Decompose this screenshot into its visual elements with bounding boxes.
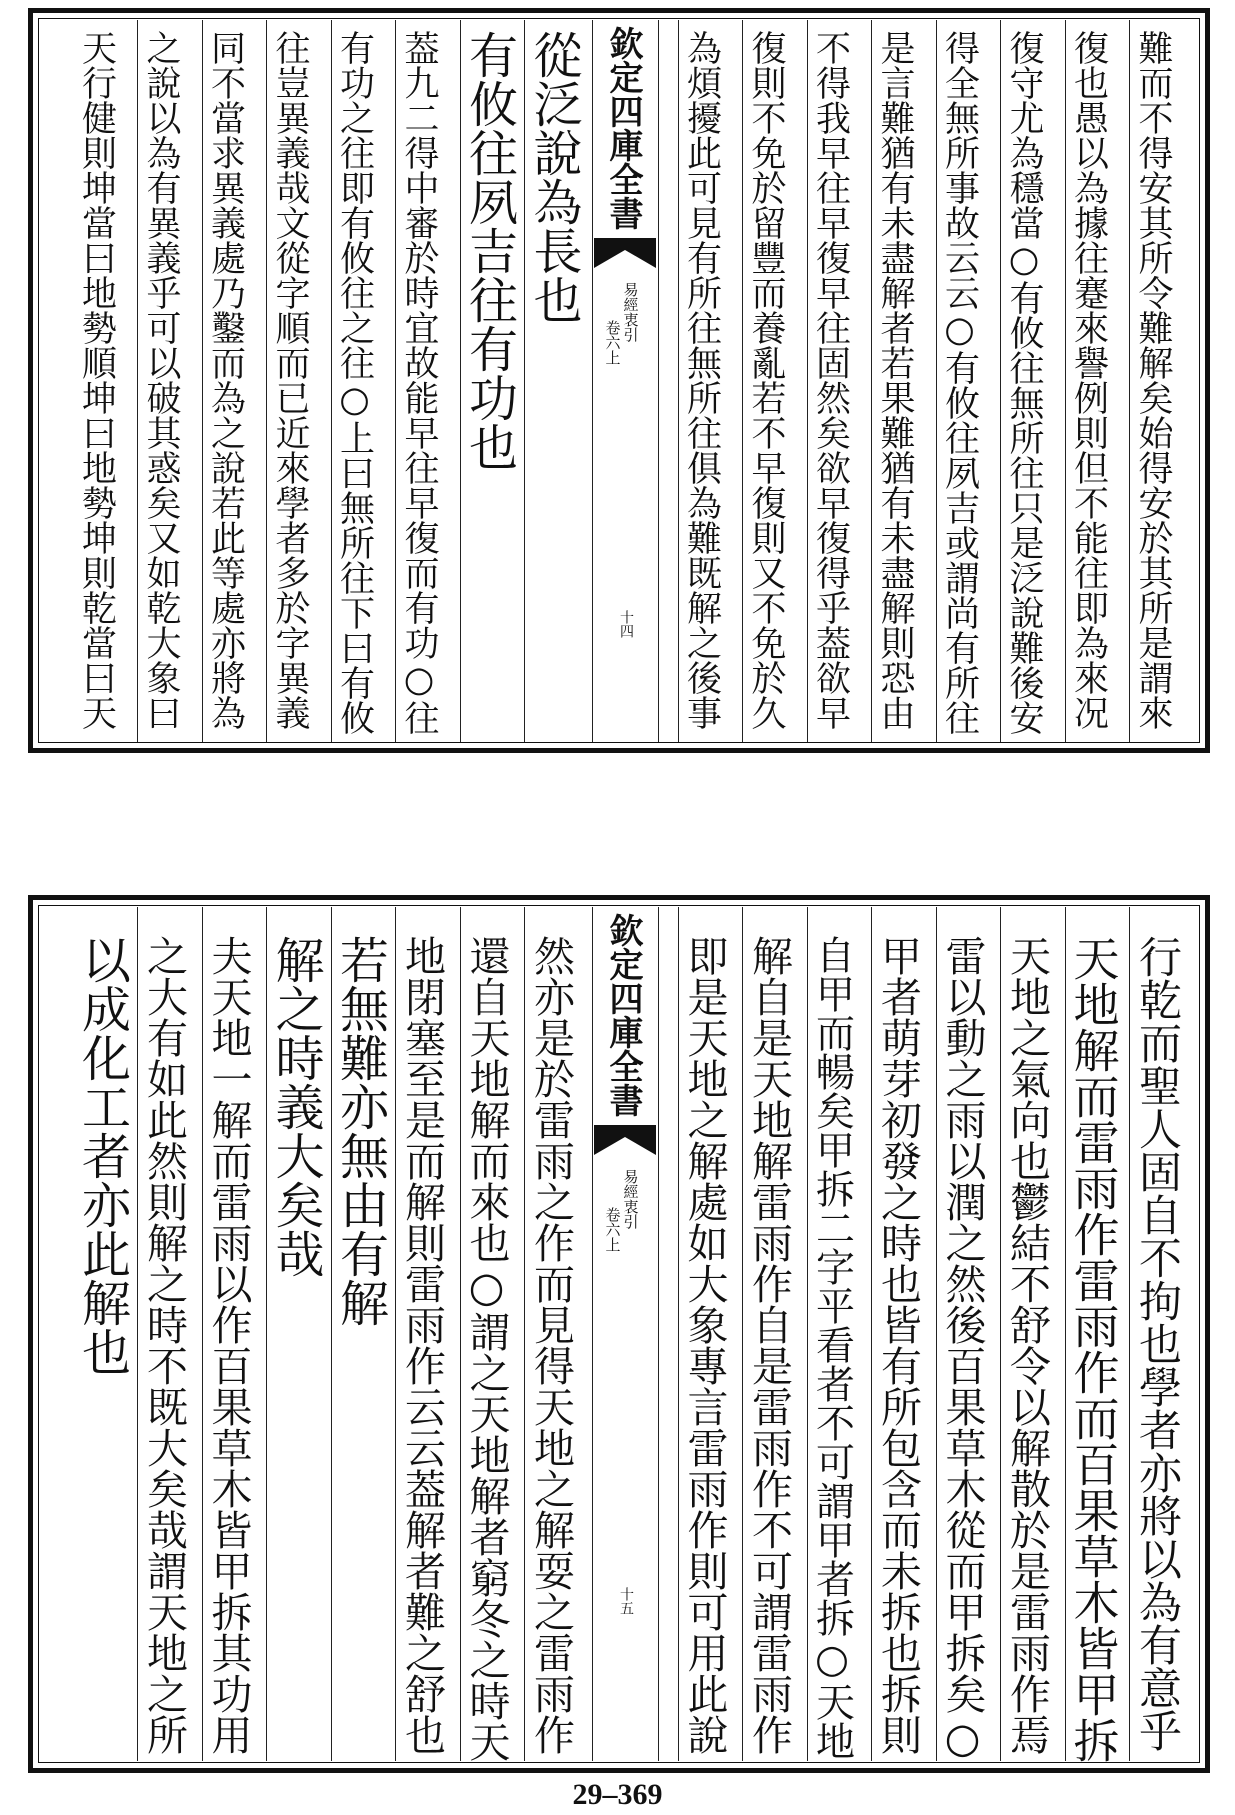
text-column: 天地之氣向也鬱結不舒令以解散於是雷雨作焉 xyxy=(1003,935,1051,1755)
text-column: 即是天地之解處如大象專言雷雨作則可用此說 xyxy=(680,935,729,1755)
text-column: 甲者萌芽初發之時也皆有所包含而未拆也拆則 xyxy=(874,935,922,1755)
text-column: 行乾而聖人固自不拘也學者亦將以為有意乎 xyxy=(1132,935,1182,1752)
column-divider xyxy=(524,907,525,1761)
column-divider xyxy=(202,907,203,1761)
text-column: 然亦是於雷雨之作而見得天地之解耍之雷雨作 xyxy=(527,935,575,1755)
column-divider xyxy=(460,20,461,742)
text-column: 夫天地一解而雷雨以作百果草木皆甲拆其功用 xyxy=(204,935,253,1755)
text-column: 復則不免於留豐而養亂若不早復則又不免於久 xyxy=(746,30,786,730)
column-divider xyxy=(524,20,525,742)
column-divider xyxy=(1065,907,1066,1761)
text-column: 解自是天地解雷雨作自是雷雨作不可謂雷雨作 xyxy=(745,935,793,1755)
column-divider xyxy=(1129,20,1130,742)
column-divider xyxy=(1000,20,1001,742)
column-divider xyxy=(331,20,332,742)
volume-label: 卷六上 xyxy=(603,320,622,365)
text-column: 同不當求異義處乃鑿而為之說若此等處亦將為 xyxy=(205,30,246,730)
column-divider xyxy=(1129,907,1130,1761)
column-divider xyxy=(678,907,679,1761)
text-column: 不得我早往早復早往固然矣欲早復得乎葢欲早 xyxy=(810,30,851,730)
book-collection-title: 欽定四庫全書 xyxy=(603,26,643,230)
column-divider xyxy=(137,20,138,742)
book-collection-title: 欽定四庫全書 xyxy=(603,913,643,1117)
folio-number: 十五 xyxy=(618,1587,634,1615)
text-column: 天行健則坤當曰地勢順坤曰地勢坤則乾當曰天 xyxy=(76,30,117,730)
volume-label: 卷六上 xyxy=(603,1207,622,1252)
page-bottom xyxy=(0,895,1235,1775)
fold-edge xyxy=(658,20,659,742)
column-divider xyxy=(395,907,396,1761)
text-column: 地閉塞至是而解則雷雨作云云葢解者難之舒也 xyxy=(398,935,446,1755)
page-footer-number: 29–369 xyxy=(572,1778,663,1811)
column-divider xyxy=(266,907,267,1761)
text-column: 雷以動之雨以潤之然後百果草木從而甲拆矣○ xyxy=(938,935,987,1762)
fishtail-mark-icon xyxy=(594,1125,656,1155)
text-column: 若無難亦無由有解 xyxy=(332,935,390,1327)
page-top xyxy=(0,0,1235,760)
text-column: 解之時義大矣哉 xyxy=(268,935,325,1278)
text-column: 以成化工者亦此解也 xyxy=(74,935,132,1376)
column-divider xyxy=(742,20,743,742)
center-fold xyxy=(594,20,656,740)
column-divider xyxy=(871,907,872,1761)
text-column: 之大有如此然則解之時不既大矣哉謂天地之所 xyxy=(140,935,188,1755)
text-column: 為煩擾此可見有所往無所往俱為難既解之後事 xyxy=(681,30,722,730)
fishtail-mark-icon xyxy=(594,238,656,268)
text-column: 之說以為有異義乎可以破其惑矣又如乾大象曰 xyxy=(141,30,181,730)
book-title: 易經衷引 xyxy=(621,1169,640,1229)
column-divider xyxy=(871,20,872,742)
column-divider xyxy=(1065,20,1066,742)
text-column: 得全無所事故云云○有攸往夙吉或謂尚有所往 xyxy=(939,30,980,735)
text-column: 往豈異義哉文從字順而已近來學者多於字異義 xyxy=(270,30,310,730)
column-divider xyxy=(460,907,461,1761)
text-column: 還自天地解而來也○謂之天地解者窮冬之時天 xyxy=(462,935,511,1762)
column-divider xyxy=(395,20,396,742)
text-column: 葢九二得中審於時宜故能早往早復而有功○往 xyxy=(399,30,439,735)
text-column: 有功之往即有攸往之往○上曰無所往下曰有攸 xyxy=(334,30,375,735)
column-divider xyxy=(266,20,267,742)
text-column: 從泛說為長也 xyxy=(526,30,583,324)
fold-edge xyxy=(658,907,659,1761)
column-divider xyxy=(202,20,203,742)
column-divider xyxy=(678,20,679,742)
folio-number: 十四 xyxy=(618,610,634,638)
text-column: 復守尤為穩當○有攸往無所往只是泛說難後安 xyxy=(1004,30,1044,735)
column-divider xyxy=(936,907,937,1761)
text-column: 天地解而雷雨作雷雨作而百果草木皆甲拆 xyxy=(1066,935,1121,1763)
center-fold xyxy=(594,907,656,1757)
column-divider xyxy=(331,907,332,1761)
column-divider xyxy=(807,20,808,742)
book-title: 易經衷引 xyxy=(621,282,640,342)
column-divider xyxy=(936,20,937,742)
column-divider xyxy=(137,907,138,1761)
text-column: 自甲而暢矣甲拆二字平看者不可謂甲者拆○天地 xyxy=(809,935,855,1760)
text-column: 有攸往夙吉往有功也 xyxy=(461,30,519,471)
text-column: 復也愚以為據往蹇來譽例則但不能往即為來况 xyxy=(1068,30,1109,730)
column-divider xyxy=(742,907,743,1761)
text-column: 是言難猶有未盡解者若果難猶有未盡解則恐由 xyxy=(875,30,915,730)
column-divider xyxy=(807,907,808,1761)
text-column: 難而不得安其所令難解矣始得安於其所是謂來 xyxy=(1133,30,1173,730)
column-divider xyxy=(1000,907,1001,1761)
